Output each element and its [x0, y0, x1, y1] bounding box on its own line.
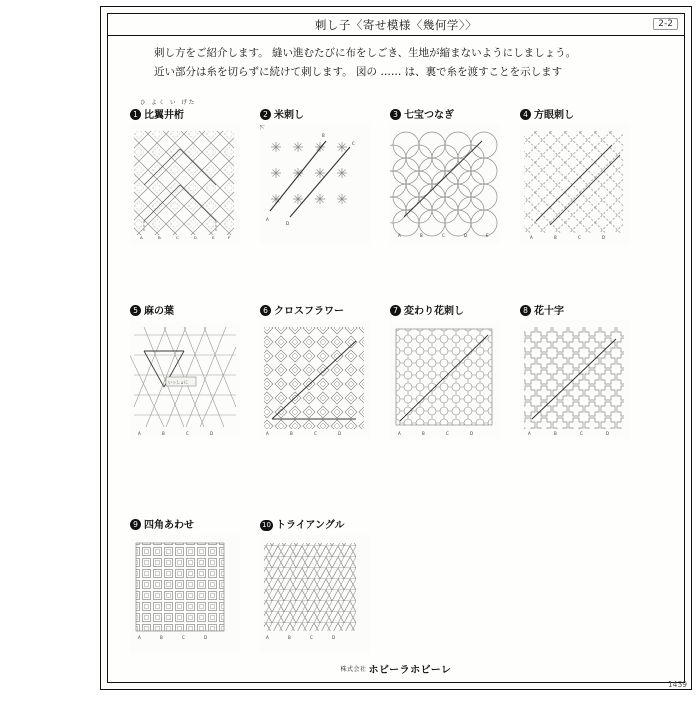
- svg-text:D: D: [286, 221, 290, 226]
- sample-label: 方眼刺し: [534, 110, 574, 121]
- svg-text:B: B: [162, 431, 165, 436]
- page-footer: [108, 662, 684, 678]
- svg-text:B: B: [422, 431, 425, 436]
- sample-item-7: [390, 302, 500, 439]
- svg-text:D: D: [204, 635, 208, 640]
- svg-text:B: B: [158, 235, 161, 240]
- pattern-swatch-triangle: [260, 535, 370, 653]
- svg-text:A: A: [138, 431, 141, 436]
- svg-text:C: C: [186, 431, 189, 436]
- pattern-swatch-hanajuji: [520, 321, 630, 439]
- svg-text:A: A: [398, 233, 401, 238]
- sample-label: 米刺し: [274, 110, 304, 121]
- svg-text:C: C: [352, 141, 355, 146]
- sample-number: 4: [520, 109, 531, 120]
- sample-row-3: [124, 516, 674, 712]
- sample-caption: [520, 106, 630, 121]
- sample-caption: [260, 516, 390, 531]
- company-prefix: 株式会社: [340, 666, 367, 673]
- pattern-swatch-hiyoku-igeta: [130, 125, 240, 243]
- page-margin-left: [0, 0, 100, 700]
- svg-text:B: B: [554, 235, 557, 240]
- svg-text:E: E: [212, 235, 215, 240]
- svg-text:B: B: [288, 635, 291, 640]
- sample-label: クロスフラワー: [274, 306, 344, 317]
- sample-item-8: [520, 302, 630, 439]
- sample-number: 2: [260, 109, 271, 120]
- sample-label: 花十字: [534, 306, 564, 317]
- svg-text:C: C: [176, 235, 179, 240]
- intro-text: [154, 44, 660, 83]
- sample-item-5: [130, 302, 240, 439]
- sample-caption: [130, 516, 240, 531]
- sample-label: 比翼井桁: [144, 110, 184, 121]
- svg-text:A: A: [138, 635, 141, 640]
- sample-label: 麻の葉: [144, 306, 174, 317]
- sample-label: 四角あわせ: [144, 520, 194, 531]
- svg-text:C: C: [442, 233, 445, 238]
- pattern-swatch-kawarihana: [390, 321, 500, 439]
- sample-caption: [390, 302, 500, 317]
- sample-number: 9: [130, 519, 141, 530]
- svg-text:C: C: [578, 235, 581, 240]
- svg-text:A: A: [266, 635, 269, 640]
- svg-text:B: B: [554, 431, 557, 436]
- sample-caption: [390, 106, 500, 121]
- sample-number: 6: [260, 305, 271, 316]
- sample-item-10: [260, 516, 390, 653]
- sample-caption: [260, 302, 370, 317]
- svg-text:いっしょに: いっしょに: [168, 379, 188, 385]
- brand-logo: [108, 661, 684, 676]
- svg-text:C: C: [310, 635, 313, 640]
- svg-text:C: C: [580, 431, 583, 436]
- sample-number: 10: [260, 520, 273, 531]
- page-inner-border: [107, 13, 685, 683]
- svg-text:B: B: [290, 431, 293, 436]
- svg-text:E: E: [486, 233, 489, 238]
- svg-text:C: C: [314, 431, 317, 436]
- sample-number: 5: [130, 305, 141, 316]
- svg-text:D: D: [210, 431, 214, 436]
- pattern-swatch-hougan: [520, 125, 630, 243]
- sample-item-2: [260, 106, 370, 243]
- sample-label: 変わり花刺し: [404, 306, 464, 317]
- svg-text:C: C: [182, 635, 185, 640]
- sample-row-1: [124, 100, 674, 302]
- sample-number: 3: [390, 109, 401, 120]
- sample-label: 七宝つなぎ: [404, 110, 454, 121]
- svg-text:A: A: [266, 217, 269, 222]
- intro-line-2: 近い部分は糸を切らずに続けて刺します。 図の …… は、裏で糸を渡すことを示します: [154, 66, 563, 79]
- pattern-swatch-kome: [260, 125, 370, 243]
- svg-text:B: B: [420, 233, 423, 238]
- svg-text:A: A: [140, 235, 143, 240]
- sample-number: 1: [130, 109, 141, 120]
- sample-item-6: [260, 302, 370, 439]
- sample-label: トライアングル: [276, 520, 345, 531]
- svg-text:D: D: [194, 235, 197, 240]
- sample-grid: [124, 100, 674, 712]
- svg-text:C: C: [446, 431, 449, 436]
- sample-row-2: [124, 302, 674, 498]
- svg-text:D: D: [606, 431, 610, 436]
- sample-item-3: [390, 106, 500, 243]
- svg-text:D: D: [332, 635, 336, 640]
- svg-text:D: D: [470, 431, 474, 436]
- sample-number: 8: [520, 305, 531, 316]
- page-title: 刺し子〈寄せ模様〈幾何学〉〉: [314, 18, 478, 32]
- document-page: [100, 6, 692, 690]
- sample-ruby: ひ よく い げた: [140, 100, 197, 106]
- sample-caption: [130, 106, 240, 121]
- pattern-swatch-shikaku: [130, 535, 240, 653]
- intro-line-1: 刺し方をご紹介します。 縫い進むたびに布をしごき、生地が縮まないようにしましょう。: [154, 47, 577, 59]
- sample-caption: [130, 302, 240, 317]
- brand-name: ホビーラホビーレ: [368, 665, 452, 676]
- svg-text:B: B: [322, 133, 325, 138]
- pattern-swatch-crossflower: [260, 321, 370, 439]
- sample-number: 7: [390, 305, 401, 316]
- svg-text:D: D: [464, 233, 468, 238]
- svg-text:D: D: [602, 235, 606, 240]
- pattern-swatch-asanoha: [130, 321, 240, 439]
- sample-caption: [260, 106, 370, 121]
- sample-item-4: [520, 106, 630, 243]
- sample-item-9: [130, 516, 240, 653]
- pattern-swatch-shippou: [390, 125, 500, 243]
- page-number-badge: 2-2: [653, 18, 678, 30]
- svg-text:A: A: [528, 431, 531, 436]
- sample-item-1: [130, 100, 240, 243]
- svg-text:F: F: [228, 235, 231, 240]
- svg-text:A: A: [266, 431, 269, 436]
- svg-text:A: A: [398, 431, 401, 436]
- svg-text:B: B: [160, 635, 163, 640]
- svg-text:A: A: [530, 235, 533, 240]
- page-header: [108, 14, 684, 36]
- svg-text:D: D: [338, 431, 342, 436]
- sample-caption: [520, 302, 630, 317]
- document-code: 1439: [667, 680, 687, 689]
